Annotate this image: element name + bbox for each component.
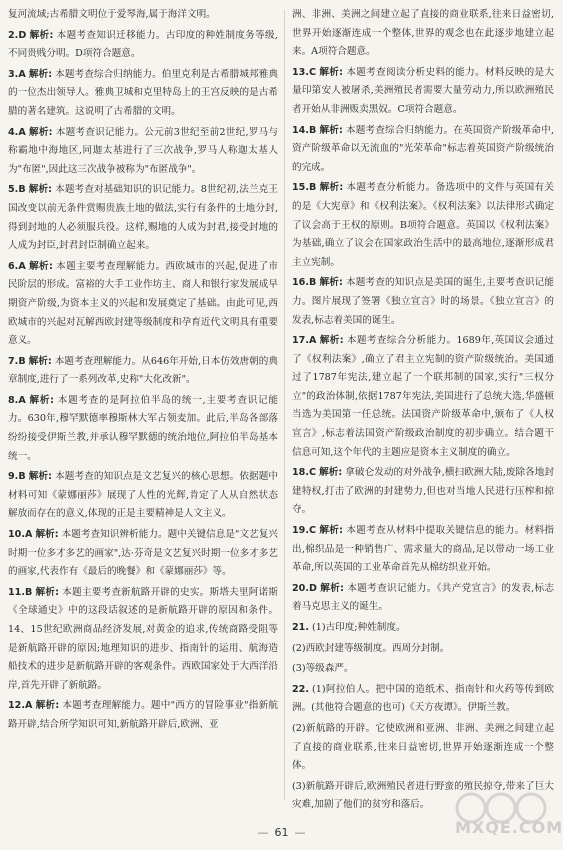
question-number: 13.C — [292, 66, 317, 78]
analysis-label: 解析: — [319, 182, 344, 194]
question-number: 10.A — [8, 529, 33, 541]
question-number: 12.A — [8, 700, 33, 712]
answer-item — [8, 258, 278, 351]
analysis-label: 解析: — [28, 471, 52, 483]
analysis-label: 解析: — [319, 582, 344, 594]
watermark-text: MXQE.COM — [455, 818, 563, 837]
answer-text: 本题考查识记能力。公元前3世纪至前2世纪,罗马与称霸地中海地区,同迦太基进行了三次战争,罗马人称迦太基人为"布匿",因此这三次战争被称为"布匿战争"。 — [8, 126, 278, 175]
analysis-label: 解析: — [28, 68, 53, 80]
question-number: 20.D — [292, 582, 317, 594]
answer-text: 本题考查综合归纳能力。伯里克利是古希腊城邦雅典的一位杰出领导人。雅典卫城和克里特岛上的王宫反映的是古希腊的著名建筑。这说明了古希腊的文明。 — [8, 68, 279, 117]
answer-text: 本题考查理解能力。题中"西方的冒险事业"指新航路开辟,结合所学知识可知,新航路开辟后,欧洲、亚 — [8, 700, 278, 730]
answer-text: 本题考查理解能力。从646年开始,日本仿效唐朝的典章制度,进行了一系列改革,史称"大化改新"。 — [8, 355, 278, 386]
answer-text: 本题考查识记能力。《共产党宣言》的发表,标志着马克思主义的诞生。 — [292, 582, 555, 613]
question-number: 19.C — [292, 525, 317, 537]
answer-text: 本题主要考查新航路开辟的史实。斯塔夫里阿诺斯《全球通史》中的这段话叙述的是新航路开辟的原因和条件。14、15世纪欧洲商品经济发展,对黄金的追求,传统商路受阻等是新航路开辟的原因;地理知识的进步、指南针的运用、航海造船技术的进步是新航路开辟的客观条件。西欧国家处于大西洋沿岸,首先开辟了新航路。 — [8, 586, 278, 691]
analysis-label: 解析: — [35, 700, 60, 712]
analysis-label: 解析: — [319, 467, 343, 479]
question-number: 9.B — [8, 471, 26, 483]
answer-item — [292, 6, 554, 62]
answer-item — [292, 580, 554, 617]
answer-text: 本题考查综合归纳能力。在英国资产阶级革命中,资产阶级革命以无流血的"光荣革命"标志着英国资产阶级统治的完成。 — [292, 124, 554, 173]
analysis-label: 解析: — [28, 126, 53, 138]
answer-item — [8, 66, 278, 122]
answer-item — [292, 64, 554, 120]
question-number: 17.A — [292, 335, 317, 347]
footer-dash-right: — — [294, 826, 306, 839]
answer-text: (1)阿拉伯人。把中国的造纸术、指南针和火药等传到欧洲。(其他符合题意的也可)《天方夜谭》。伊斯兰教。 — [292, 683, 554, 714]
answer-text: 复河流域;古希腊文明位于爱琴海,属于海洋文明。 — [8, 9, 216, 20]
answer-item — [292, 464, 554, 520]
answer-text: 本题考查从材料中提取关键信息的能力。材料指出,棉织品是一种销售广、需求量大的商品,足以带动一场工业革命,所以英国的工业革命首先从棉纺织业开始。 — [292, 525, 555, 574]
answer-item — [8, 697, 278, 734]
answer-text: (2)西欧封建等级制度。西周分封制。 — [292, 642, 450, 654]
answer-text: 本题考查阅读分析史料的能力。材料反映的是大量印第安人被屠杀,美洲殖民者需要大量劳动力,所以欧洲殖民者开始从非洲贩卖黑奴。C项符合题意。 — [292, 66, 555, 115]
answer-text: 本题考查知识辨析能力。题中关键信息是"文艺复兴时期一位多才多艺的画家",达·芬奇是文艺复兴时期一位多才多艺的画家,代表作有《最后的晚餐》和《蒙娜丽莎》等。 — [8, 529, 278, 578]
answer-item — [8, 353, 278, 390]
question-number: 5.B — [8, 184, 26, 196]
analysis-label: 解析: — [28, 355, 52, 367]
answer-text: 本题主要考查理解能力。西欧城市的兴起,促进了市民阶层的形成。富裕的大手工业作坊主、商人和银行家发展成早期资产阶级,为资本主义的兴起和发展奠定了基础。由此可见,西欧城市的兴起对瓦解西欧封建等级制度和孕育近代文明具有重要意义。 — [8, 260, 278, 347]
answer-text: (1)古印度;种姓制度。 — [312, 622, 406, 633]
answer-item — [292, 660, 554, 679]
answer-text: (3)等级森严。 — [292, 663, 354, 675]
question-number: 15.B — [292, 182, 317, 194]
answer-item — [8, 27, 278, 64]
column-divider — [284, 10, 285, 800]
answer-item — [292, 122, 554, 178]
answer-item — [292, 274, 554, 330]
answer-item — [8, 584, 278, 696]
answer-item — [8, 6, 278, 25]
analysis-label: 解析: — [319, 335, 344, 347]
analysis-label: 解析: — [319, 66, 344, 78]
page-number: 61 — [274, 826, 289, 839]
answer-item — [292, 332, 554, 462]
question-number: 14.B — [292, 124, 317, 136]
left-column — [8, 6, 278, 735]
question-number: 3.A — [8, 68, 26, 80]
answer-text: 本题考查的是阿拉伯半岛的统一,主要考查识记能力。630年,穆罕默德率穆斯林大军占领麦加。此后,半岛各部落纷纷接受伊斯兰教,并承认穆罕默德的统治地位,阿拉伯半岛基本统一。 — [8, 394, 278, 462]
question-number: 8.A — [8, 394, 26, 406]
answer-text: 本题考查的知识点是文艺复兴的核心思想。依据题中材料可知《蒙娜丽莎》展现了人性的光辉,肯定了人从自然状态解放而存在的意义,体现的正是主要精神是人文主义。 — [8, 471, 279, 520]
answer-text: 本题考查对基础知识的识记能力。8世纪初,法兰克王国改变以前无条件赏赐贵族土地的做法,实行有条件的土地分封,得到封地的人必须服兵役。这样,赐地的人成为封君,接受封地的人成为封臣,封君封臣制确立起来。 — [8, 184, 278, 252]
answer-item — [8, 526, 278, 582]
question-number: 18.C — [292, 467, 317, 479]
answer-text: 拿破仑发动的对外战争,横扫欧洲大陆,废除各地封建特权,打击了欧洲的封建势力,但也对当地人民进行压榨和掠夺。 — [292, 467, 554, 516]
answer-item — [8, 124, 278, 180]
answer-item — [8, 468, 278, 524]
footer-dash-left: — — [257, 826, 269, 839]
question-number: 7.B — [8, 355, 26, 367]
question-number: 6.A — [8, 260, 26, 272]
answer-item — [292, 681, 554, 718]
analysis-label: 解析: — [319, 124, 343, 136]
analysis-label: 解析: — [28, 184, 53, 196]
answer-text: 本题考查分析能力。备选项中的文件与英国有关的是《大宪章》和《权利法案》。《权利法案》以法律形式确定了议会高于王权的原则。B项符合题意。英国以《权利法案》为基础,确立了议会在国家政治生活中的最高地位,逐渐形成君主立宪制。 — [292, 182, 555, 268]
answer-item — [8, 181, 278, 255]
answer-text: 本题考查综合分析能力。1689年,英国议会通过了《权利法案》,确立了君主立宪制的资产阶级统治。美国通过了1787年宪法,建立起了一个联邦制的国家,实行"三权分立"的政治体制,依据1787年宪法,美国进行了总统大选,华盛顿当选为美国第一任总统。法国资产阶级革命中,颁布了《人权宣言》,标志着法国资产阶级政治制度的初步确立。结合题干信息可知,这个年代的主题应是资本主义制度的确立。 — [292, 335, 554, 458]
answer-item — [292, 619, 554, 638]
answer-text: (3)新航路开辟后,欧洲殖民者进行野蛮的殖民掠夺,带来了巨大灾难,加剧了他们的贫穷和落后。 — [292, 780, 554, 811]
answer-text: 洲、非洲、美洲之间建立起了直接的商业联系,往来日益密切,世界开始逐渐连成一个整体,世界的观念也在此逐步地建立起来。A项符合题意。 — [292, 9, 554, 58]
answer-text: 本题考查的知识点是美国的诞生,主要考查识记能力。图片展现了签署《独立宣言》时的场景。《独立宣言》的发表,标志着美国的诞生。 — [292, 277, 554, 326]
watermark-logo — [447, 788, 563, 844]
question-number: 11.B — [8, 586, 33, 598]
answer-item — [292, 720, 554, 776]
analysis-label: 解析: — [35, 586, 60, 598]
question-number: 2.D — [8, 29, 27, 41]
question-number: 21. — [292, 622, 309, 633]
answer-item — [8, 392, 278, 466]
question-number: 22. — [292, 683, 309, 695]
analysis-label: 解析: — [35, 529, 59, 541]
answer-item — [292, 522, 554, 578]
analysis-label: 解析: — [29, 29, 54, 41]
analysis-label: 解析: — [319, 277, 343, 289]
analysis-label: 解析: — [319, 525, 344, 537]
answer-item — [292, 179, 554, 272]
analysis-label: 解析: — [28, 394, 55, 406]
question-number: 16.B — [292, 277, 317, 289]
answer-item — [292, 640, 554, 659]
answer-text: 本题考查知识迁移能力。古印度的种姓制度务等级,不同贵贱分明。D项符合题意。 — [8, 29, 278, 60]
answer-text: (2)新航路的开辟。它使欧洲和亚洲、非洲、美洲之间建立起了直接的商业联系,往来日益密切,世界开始逐渐连成一个整体。 — [292, 722, 554, 772]
analysis-label: 解析: — [28, 260, 53, 272]
right-column — [292, 6, 554, 815]
question-number: 4.A — [8, 126, 26, 138]
